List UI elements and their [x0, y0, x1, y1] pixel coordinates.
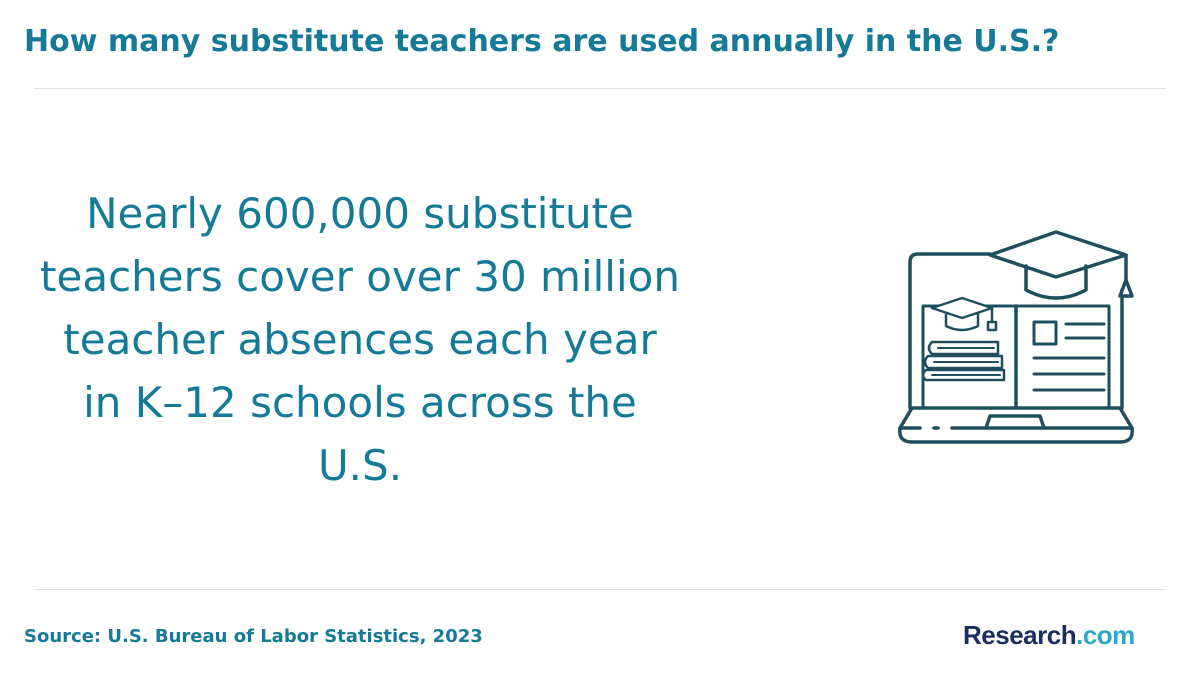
logo-tld-text: .com	[1076, 620, 1135, 650]
research-com-logo[interactable]	[963, 620, 1135, 651]
top-divider	[34, 88, 1166, 89]
bottom-divider	[34, 589, 1166, 590]
headline-statistic: Nearly 600,000 substitute teachers cover over 30 million teacher absences each year in K–12 schools across the U.S.	[40, 189, 680, 490]
laptop-education-icon	[890, 222, 1140, 450]
source-citation: Source: U.S. Bureau of Labor Statistics, 2023	[24, 626, 483, 647]
logo-brand-text: Research	[963, 620, 1077, 650]
page-title: How many substitute teachers are used annually in the U.S.?	[24, 24, 1060, 59]
